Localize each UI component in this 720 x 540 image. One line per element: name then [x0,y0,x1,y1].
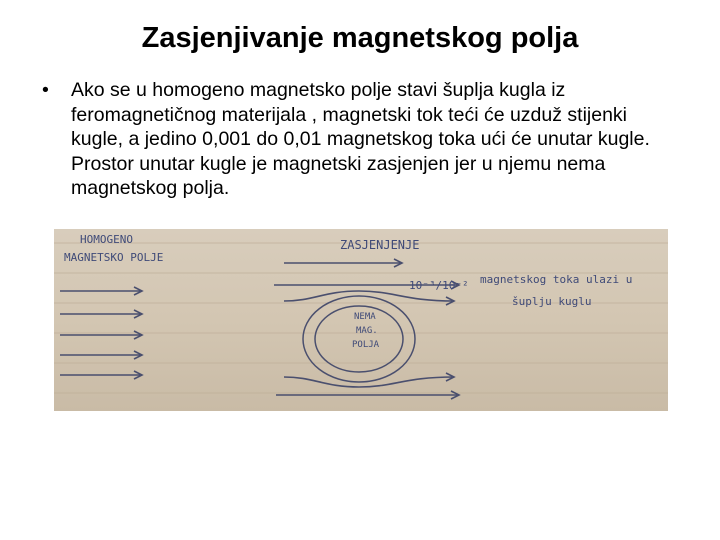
slide-title: Zasjenjivanje magnetskog polja [141,22,579,54]
figure-drawing [54,229,668,411]
center-label-1: NEMA [354,312,376,322]
bullet-list [42,78,682,201]
handwritten-figure-photo [54,229,668,411]
bullet-marker: • [42,79,49,101]
left-label-1: HOMOGENO [80,233,133,246]
left-label-2: MAGNETSKO POLJE [64,251,164,264]
center-label-3: POLJA [352,340,380,350]
hollow-sphere [303,296,415,382]
note-line-2: šuplju kuglu [512,295,592,308]
right-label: ZASJENJENJE [340,238,420,252]
bullet-text: Ako se u homogeno magnetsko polje stavi šuplja kugla iz feromagnetičnog materijala , magnetski tok teći će uzduž stijenki kugle, a jedino 0,001 do 0,01 magnetskog toka ući će unutar kugle. Prostor unutar kugle je magnetski zasjenjen jer u njemu nema magnetskog polja. [71,79,650,199]
note-line-1: magnetskog toka ulazi u [480,273,633,286]
fraction-label: 10⁻³/10⁻² [409,279,469,292]
center-label-2: MAG. [356,326,378,336]
